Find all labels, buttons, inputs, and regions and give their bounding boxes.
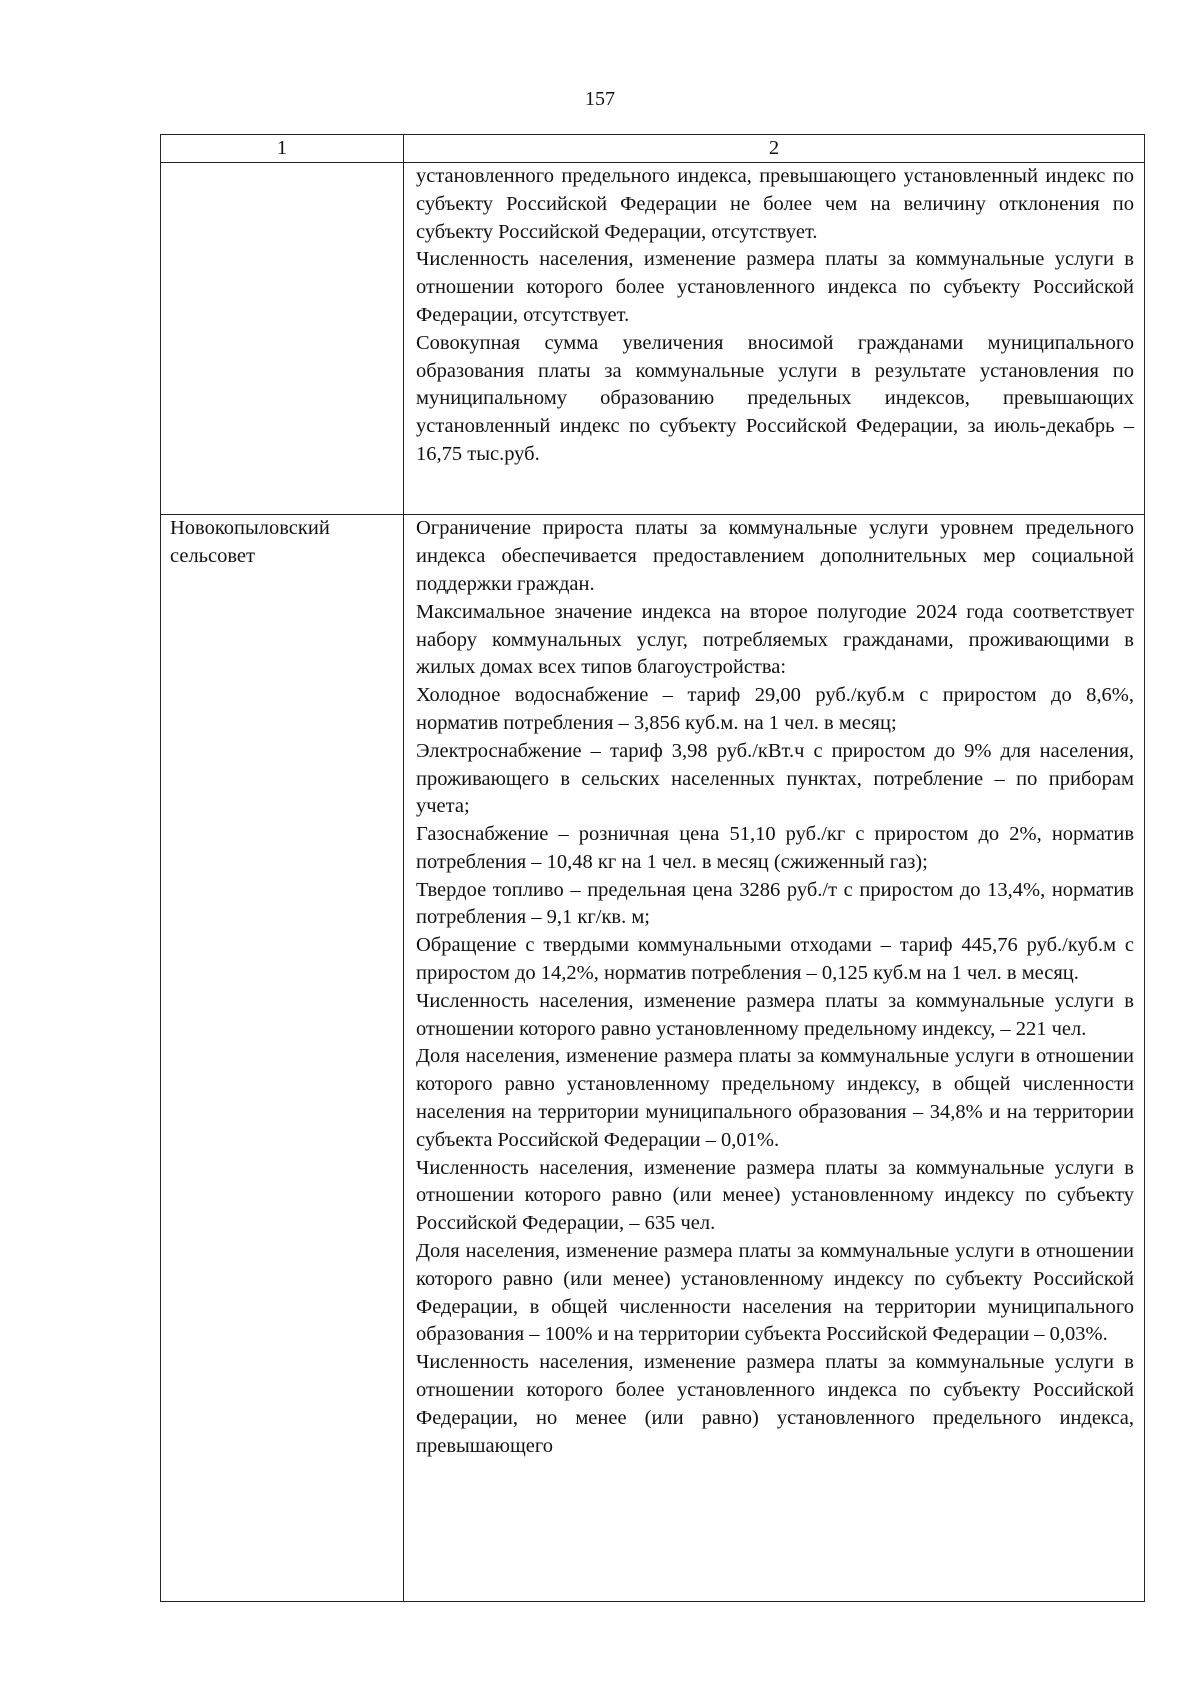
header-col-2: 2 [404, 135, 1145, 163]
paragraph: Численность населения, изменение размера платы за коммунальные услуги в отношении которого более установленного индекса по субъекту Российской Федерации, отсутствует. [416, 248, 1134, 326]
page-number: 157 [585, 88, 615, 110]
row-content [404, 515, 1145, 1602]
paragraph: Газоснабжение – розничная цена 51,10 руб./кг с приростом до 2%, норматив потребления – 10,48 кг на 1 чел. в месяц (сжиженный газ); [416, 823, 1134, 873]
municipality-name [161, 163, 404, 515]
paragraph: Численность населения, изменение размера платы за коммунальные услуги в отношении которого более установленного индекса по субъекту Российской Федерации, но менее (или равно) установленного предельного индекса, превышающего [416, 1351, 1134, 1457]
paragraph: установленного предельного индекса, превышающего установленный индекс по субъекту Российской Федерации не более чем на величину отклонения по субъекту Российской Федерации, отсутствует. [416, 165, 1134, 243]
paragraph: Доля населения, изменение размера платы за коммунальные услуги в отношении которого равно (или менее) установленному индексу по субъекту Российской Федерации, в общей численности населения на территории муниципального образования – 100% и на территории субъекта Российской Федерации – 0,03%. [416, 1240, 1134, 1346]
table-row [161, 163, 1145, 515]
paragraph: Твердое топливо – предельная цена 3286 руб./т с приростом до 13,4%, норматив потребления – 9,1 кг/кв. м; [416, 878, 1134, 929]
row-content [404, 163, 1145, 515]
municipality-name: Новокопыловский сельсовет [161, 515, 404, 1602]
paragraph: Максимальное значение индекса на второе полугодие 2024 года соответствует набору коммунальных услуг, потребляемых гражданами, проживающими в жилых домах всех типов благоустройства: [416, 600, 1134, 679]
paragraph: Численность населения, изменение размера платы за коммунальные услуги в отношении которого равно установленному предельному индексу, – 221 чел. [416, 989, 1134, 1040]
paragraph: Совокупная сумма увеличения вносимой гражданами муниципального образования платы за коммунальные услуги в результате установления по муниципальному образованию предельных индексов, превышающих установленный индекс по субъекту Российской Федерации, за июль-декабрь – 16,75 тыс.руб. [416, 331, 1134, 465]
paragraph: Обращение с твердыми коммунальными отходами – тариф 445,76 руб./куб.м с приростом до 14,2%, норматив потребления – 0,125 куб.м на 1 чел. в месяц. [416, 934, 1134, 985]
paragraph: Численность населения, изменение размера платы за коммунальные услуги в отношении которого равно (или менее) установленному индексу по субъекту Российской Федерации, – 635 чел. [416, 1156, 1134, 1235]
document-table [160, 134, 1145, 1602]
header-col-1: 1 [161, 135, 404, 163]
paragraph: Холодное водоснабжение – тариф 29,00 руб./куб.м с приростом до 8,6%, норматив потребления – 3,856 куб.м. на 1 чел. в месяц; [416, 684, 1134, 734]
paragraph: Электроснабжение – тариф 3,98 руб./кВт.ч с приростом до 9% для населения, проживающего в сельских населенных пунктах, потребление – по приборам учета; [416, 739, 1134, 818]
table-row [161, 515, 1145, 1602]
paragraph: Доля населения, изменение размера платы за коммунальные услуги в отношении которого равно установленному предельному индексу, в общей численности населения на территории муниципального образования – 34,8% и на территории субъекта Российской Федерации – 0,01%. [416, 1045, 1134, 1151]
table-header-row [161, 135, 1145, 163]
paragraph: Ограничение прироста платы за коммунальные услуги уровнем предельного индекса обеспечивается предоставлением дополнительных мер социальной поддержки граждан. [416, 517, 1134, 595]
